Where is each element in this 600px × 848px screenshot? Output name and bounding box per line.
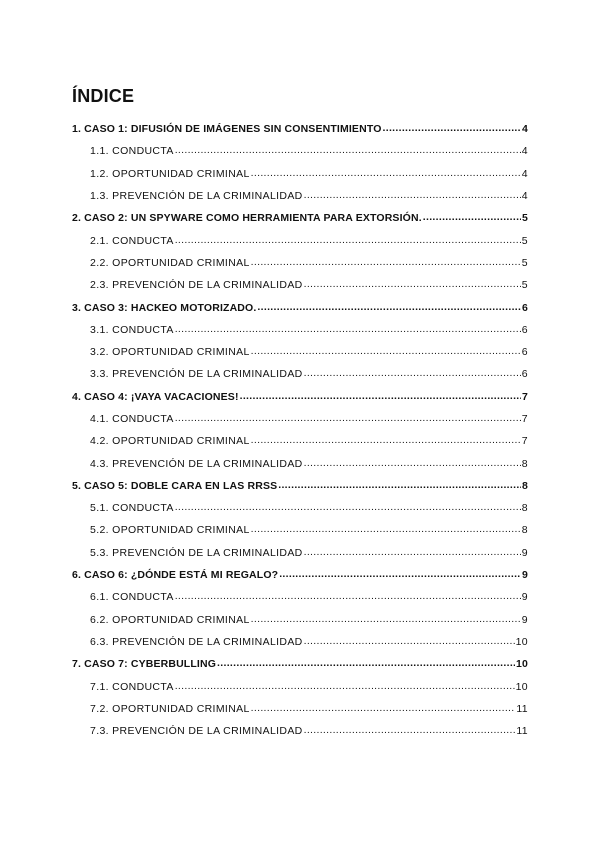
toc-section-entry[interactable] xyxy=(72,207,528,229)
toc-entry-label: 3.2. OPORTUNIDAD CRIMINAL xyxy=(90,346,250,359)
dot-leader xyxy=(251,346,521,358)
toc-page-number: 5 xyxy=(521,234,528,247)
toc-subsection-entry[interactable] xyxy=(72,319,528,341)
toc-subsection-entry[interactable] xyxy=(72,163,528,185)
toc-section-entry[interactable] xyxy=(72,386,528,408)
toc-section-entry[interactable] xyxy=(72,118,528,140)
dot-leader xyxy=(304,190,521,202)
dot-leader xyxy=(175,591,521,603)
toc-section-entry[interactable] xyxy=(72,475,528,497)
dot-leader xyxy=(251,257,521,269)
toc-page-number: 8 xyxy=(521,524,528,537)
dot-leader xyxy=(423,212,521,224)
toc-entry-label: 1. CASO 1: DIFUSIÓN DE IMÁGENES SIN CONSENTIMIENTO xyxy=(72,123,382,136)
toc-page-number: 5 xyxy=(521,279,528,292)
toc-page-number: 11 xyxy=(516,702,528,715)
toc-subsection-entry[interactable] xyxy=(72,609,528,631)
dot-leader xyxy=(251,703,516,715)
dot-leader xyxy=(251,614,521,626)
toc-entry-label: 7.2. OPORTUNIDAD CRIMINAL xyxy=(90,702,250,715)
toc-page-number: 9 xyxy=(521,591,528,604)
toc-entry-label: 3.1. CONDUCTA xyxy=(90,323,174,336)
dot-leader xyxy=(304,279,521,291)
toc-page-number: 6 xyxy=(522,301,528,314)
toc-section-entry[interactable] xyxy=(72,653,528,675)
toc-subsection-entry[interactable] xyxy=(72,497,528,519)
toc-entry-label: 4.2. OPORTUNIDAD CRIMINAL xyxy=(90,435,250,448)
toc-subsection-entry[interactable] xyxy=(72,698,528,720)
toc-page-number: 10 xyxy=(516,658,528,671)
dot-leader xyxy=(251,168,521,180)
dot-leader xyxy=(217,658,515,670)
toc-page-number: 7 xyxy=(521,413,528,425)
toc-entry-label: 5. CASO 5: DOBLE CARA EN LAS RRSS xyxy=(72,479,278,492)
dot-leader xyxy=(304,368,521,380)
toc-page-number: 6 xyxy=(521,346,528,359)
toc-entry-label: 2.3. PREVENCIÓN DE LA CRIMINALIDAD xyxy=(90,279,303,292)
toc-page-number: 4 xyxy=(521,190,528,203)
toc-entry-label: 7.1. CONDUCTA xyxy=(90,680,174,693)
toc-page-number: 9 xyxy=(521,546,528,559)
toc-subsection-entry[interactable] xyxy=(72,452,528,474)
toc-entry-label: 2. CASO 2: UN SPYWARE COMO HERRAMIENTA PARA EXTORSIÓN. xyxy=(72,212,422,225)
toc-subsection-entry[interactable] xyxy=(72,408,528,430)
toc-entry-label: 3.3. PREVENCIÓN DE LA CRIMINALIDAD xyxy=(90,368,303,381)
toc-subsection-entry[interactable] xyxy=(72,140,528,162)
toc-entry-label: 1.3. PREVENCIÓN DE LA CRIMINALIDAD xyxy=(90,190,303,203)
toc-subsection-entry[interactable] xyxy=(72,341,528,363)
toc-entry-label: 6.2. OPORTUNIDAD CRIMINAL xyxy=(90,613,250,626)
toc-page-number: 4 xyxy=(522,123,528,136)
dot-leader xyxy=(240,391,521,403)
dot-leader xyxy=(278,480,521,492)
toc-page-number: 10 xyxy=(515,680,528,693)
toc-entry-label: 6. CASO 6: ¿DÓNDE ESTÁ MI REGALO? xyxy=(72,569,279,582)
toc-subsection-entry[interactable] xyxy=(72,363,528,385)
toc-page-number: 11 xyxy=(516,725,528,738)
toc-subsection-entry[interactable] xyxy=(72,252,528,274)
dot-leader xyxy=(304,547,521,559)
toc-page-number: 10 xyxy=(515,635,528,648)
page-title: ÍNDICE xyxy=(72,86,135,106)
toc-subsection-entry[interactable] xyxy=(72,430,528,452)
toc-entry-label: 5.1. CONDUCTA xyxy=(90,502,174,515)
toc-entry-label: 7. CASO 7: CYBERBULLING xyxy=(72,658,217,671)
table-of-contents xyxy=(72,118,528,742)
toc-page-number: 8 xyxy=(522,479,528,492)
toc-page-number: 9 xyxy=(522,569,528,582)
toc-entry-label: 5.2. OPORTUNIDAD CRIMINAL xyxy=(90,524,250,537)
toc-page-number: 4 xyxy=(521,167,528,180)
dot-leader xyxy=(175,681,515,693)
toc-page-number: 7 xyxy=(522,390,528,403)
toc-entry-label: 4. CASO 4: ¡VAYA VACACIONES! xyxy=(72,390,239,403)
toc-subsection-entry[interactable] xyxy=(72,675,528,697)
toc-page-number: 8 xyxy=(521,457,528,470)
toc-section-entry[interactable] xyxy=(72,564,528,586)
toc-entry-label: 7.3. PREVENCIÓN DE LA CRIMINALIDAD xyxy=(90,725,303,738)
toc-page-number: 6 xyxy=(521,368,528,381)
toc-entry-label: 2.2. OPORTUNIDAD CRIMINAL xyxy=(90,256,250,269)
toc-page-number: 5 xyxy=(522,212,528,225)
toc-subsection-entry[interactable] xyxy=(72,542,528,564)
toc-entry-label: 1.1. CONDUCTA xyxy=(90,145,174,158)
toc-subsection-entry[interactable] xyxy=(72,274,528,296)
toc-section-entry[interactable] xyxy=(72,296,528,318)
toc-entry-label: 1.2. OPORTUNIDAD CRIMINAL xyxy=(90,167,250,180)
dot-leader xyxy=(383,123,521,135)
dot-leader xyxy=(251,524,521,536)
toc-subsection-entry[interactable] xyxy=(72,586,528,608)
toc-entry-label: 6.3. PREVENCIÓN DE LA CRIMINALIDAD xyxy=(90,635,303,648)
dot-leader xyxy=(279,569,521,581)
toc-subsection-entry[interactable] xyxy=(72,631,528,653)
dot-leader xyxy=(257,302,521,314)
toc-subsection-entry[interactable] xyxy=(72,229,528,251)
toc-entry-label: 4.1. CONDUCTA xyxy=(90,413,174,425)
toc-page-number: 6 xyxy=(521,323,528,336)
toc-entry-label: 6.1. CONDUCTA xyxy=(90,591,174,604)
dot-leader xyxy=(175,324,521,336)
toc-page-number: 7 xyxy=(521,435,528,448)
toc-entry-label: 5.3. PREVENCIÓN DE LA CRIMINALIDAD xyxy=(90,546,303,559)
dot-leader xyxy=(175,235,521,247)
toc-entry-label: 2.1. CONDUCTA xyxy=(90,234,174,247)
dot-leader xyxy=(175,502,521,514)
dot-leader xyxy=(175,413,521,425)
toc-subsection-entry[interactable] xyxy=(72,185,528,207)
dot-leader xyxy=(304,725,516,737)
toc-subsection-entry[interactable] xyxy=(72,720,528,742)
dot-leader xyxy=(304,458,521,470)
toc-page-number: 4 xyxy=(521,145,528,158)
toc-entry-label: 3. CASO 3: HACKEO MOTORIZADO. xyxy=(72,301,257,314)
toc-page-number: 9 xyxy=(521,613,528,626)
dot-leader xyxy=(175,145,521,157)
dot-leader xyxy=(304,636,515,648)
toc-entry-label: 4.3. PREVENCIÓN DE LA CRIMINALIDAD xyxy=(90,457,303,470)
dot-leader xyxy=(251,435,521,447)
toc-page-number: 8 xyxy=(521,502,528,515)
toc-subsection-entry[interactable] xyxy=(72,519,528,541)
toc-page-number: 5 xyxy=(521,256,528,269)
